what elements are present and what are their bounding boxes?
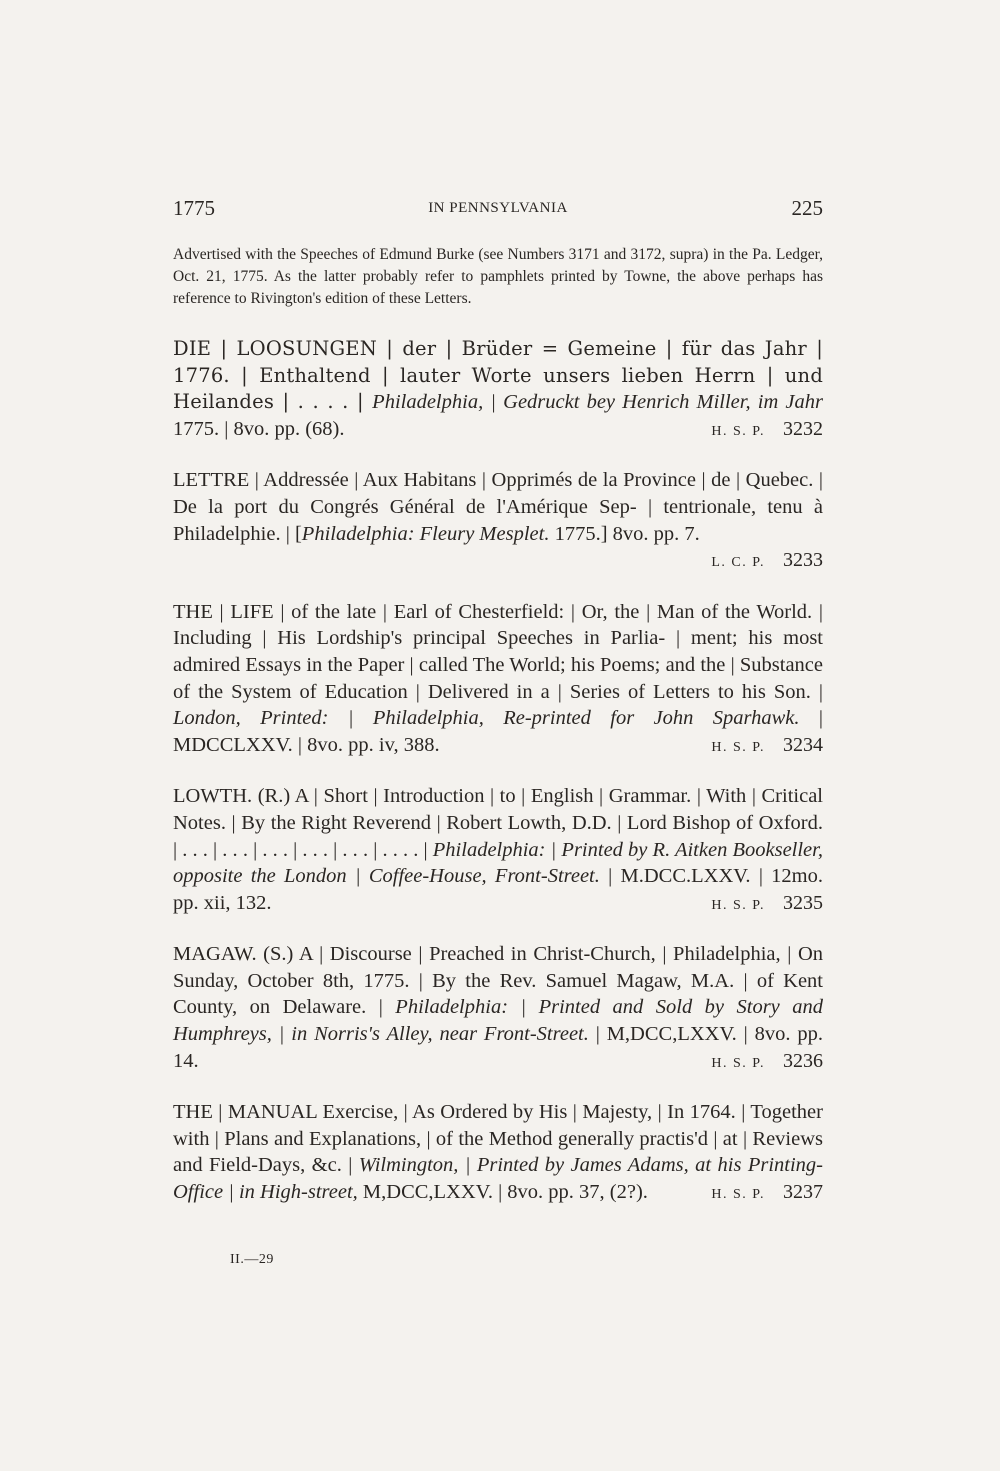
entry-text-segment: DIE | LOOSUNGEN | der | Brüder = Gemeine | für das Jahr | 1776. | Enthaltend | lauter Worte unsers lieben Herrn | und Heilandes | . . . . |	[173, 337, 823, 414]
entry-text-segment: THE | MANUAL Exercise, | As Ordered by His | Majesty, | In 1764. | Together with | Plans and Explanations, | of the Method generally practis'd | at | Reviews and Field-Days, &c. |	[173, 1101, 823, 1177]
bibliography-entry	[173, 941, 823, 1077]
header-year: 1775	[173, 196, 215, 220]
entry-number: 3235	[783, 891, 823, 914]
entry-text-segment: 1775. | 8vo. pp. (68).	[173, 417, 345, 440]
entry-reference	[711, 1048, 823, 1078]
entry-text-segment: THE | LIFE | of the late | Earl of Chesterfield: | Or, the | Man of the World. | Including | His Lordship's principal Speeches in Parlia- | ment; his most admired Essays in the Paper | called The World; his Poems; and the | Substance of the System of Education | Delivered in a | Series of Letters to his Son. |	[173, 600, 823, 703]
holding-library: H. S. P.	[711, 1187, 765, 1203]
entry-number: 3237	[783, 1181, 823, 1204]
running-header	[173, 196, 823, 226]
entry-text-segment: | MDCCLXXV. | 8vo. pp. iv, 388.	[173, 707, 824, 756]
entry-text-segment: Wilmington, | Printed by James Adams, at his Printing-Office | in High-street,	[173, 1154, 823, 1204]
note-text: Advertised with the Speeches of Edmund Burke (see Numbers 3171 and 3172, supra) in the Pa. Ledger, Oct. 21, 1775. As the latter probably refer to pamphlets printed by Towne, the above perhaps has reference to Rivington's edition of these Letters.	[173, 246, 823, 307]
page-number: 225	[791, 196, 823, 220]
bibliography-entry	[173, 467, 823, 576]
entry-text-segment: | M.DCC.LXXV. | 12mo. pp. xii, 132.	[173, 865, 824, 914]
entry-reference	[711, 1179, 823, 1209]
entry-number: 3232	[783, 417, 823, 440]
bibliography-entries	[173, 336, 823, 1231]
note-paragraph	[173, 244, 823, 310]
entry-number: 3233	[783, 549, 823, 572]
holding-library: L. C. P.	[711, 555, 765, 571]
entry-text-segment: 1775.] 8vo. pp. 7.	[549, 522, 700, 545]
entry-text-segment: London, Printed: | Philadelphia, Re-printed for John Sparhawk.	[173, 707, 800, 730]
entry-text-segment: LOWTH. (R.) A | Short | Introduction | to | English | Grammar. | With | Critical Notes. | By the Right Reverend | Robert Lowth, D.D. | Lord Bishop of Oxford. | . . . | . . . | . . . | . . . | . . . | . . . . |	[173, 785, 823, 861]
bibliography-entry	[173, 783, 823, 919]
entry-text-segment: Philadelphia: | Printed and Sold by Story and Humphreys, | in Norris's Alley, near Front-Street.	[173, 996, 823, 1046]
entry-text-segment: M,DCC,LXXV. | 8vo. pp. 37, (2?).	[357, 1181, 648, 1204]
entry-text-segment: Philadelphia, | Gedruckt bey Henrich Miller, im Jahr	[372, 391, 823, 414]
entry-reference	[711, 416, 823, 446]
entry-number: 3236	[783, 1049, 823, 1072]
entry-reference	[711, 732, 823, 762]
bibliography-entry	[173, 599, 823, 762]
entry-text-segment: Philadelphia: | Printed by R. Aitken Bookseller, opposite the London | Coffee-House, Front-Street.	[173, 838, 823, 888]
signature-mark: II.—29	[230, 1252, 274, 1267]
entry-text-segment: MAGAW. (S.) A | Discourse | Preached in Christ-Church, | Philadelphia, | On Sunday, October 8th, 1775. | By the Rev. Samuel Magaw, M.A. | of Kent County, on Delaware. |	[173, 943, 823, 1019]
entry-number: 3234	[783, 733, 823, 756]
holding-library: H. S. P.	[711, 1055, 765, 1071]
bibliography-entry	[173, 1099, 823, 1208]
bibliography-entry	[173, 336, 823, 445]
holding-library: H. S. P.	[711, 739, 765, 755]
entry-reference	[711, 890, 823, 920]
header-title: IN PENNSYLVANIA	[428, 200, 568, 216]
entry-text-segment: | M,DCC,LXXV. | 8vo. pp. 14.	[173, 1023, 823, 1072]
entry-reference	[711, 547, 823, 577]
entry-text-segment: LETTRE | Addressée | Aux Habitans | Opprimés de la Province | de | Quebec. | De la port du Congrés Général de l'Amérique Sep- | tentrionale, tenu à Philadelphie. | [	[173, 469, 823, 545]
holding-library: H. S. P.	[711, 897, 765, 913]
holding-library: H. S. P.	[711, 423, 765, 439]
entry-text	[173, 469, 823, 544]
entry-text-segment: Philadelphia: Fleury Mesplet.	[301, 522, 550, 545]
